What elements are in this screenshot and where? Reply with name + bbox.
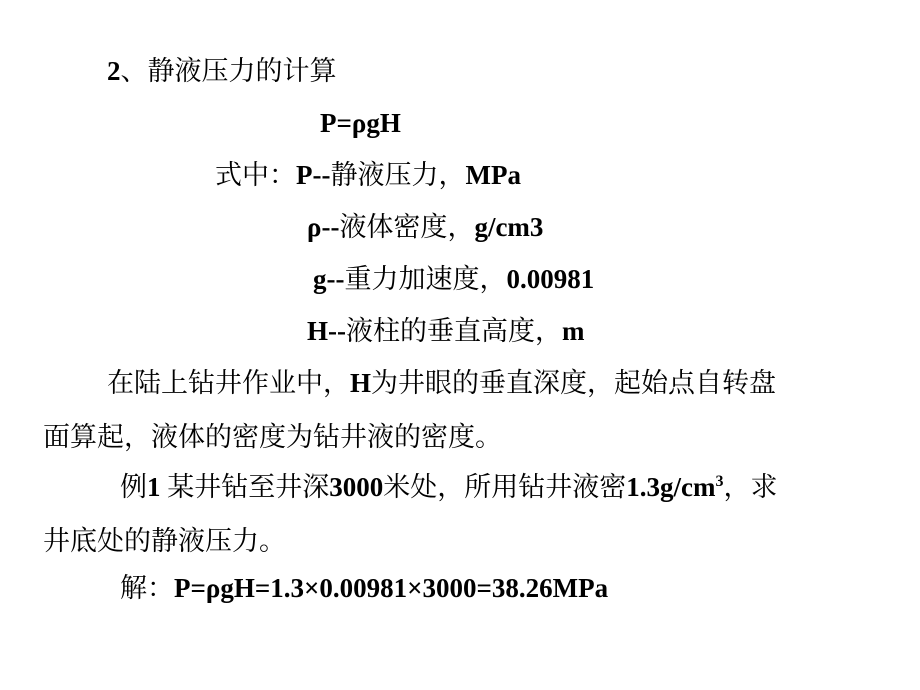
definition-symbol: ρ bbox=[307, 212, 322, 242]
example-text: 米处，所用钻井液密 bbox=[383, 472, 627, 502]
definition-symbol: P bbox=[296, 160, 313, 190]
example-number: 1 bbox=[147, 472, 161, 502]
definition-row-height bbox=[307, 314, 585, 348]
section-separator: 、 bbox=[120, 56, 148, 86]
paragraph-line-1 bbox=[107, 366, 776, 400]
definition-comma: ， bbox=[535, 316, 562, 346]
definition-comma: ， bbox=[447, 212, 475, 242]
example-line-1 bbox=[120, 470, 777, 504]
definition-unit: 0.00981 bbox=[506, 264, 595, 294]
formula: P=ρgH bbox=[320, 108, 401, 138]
definition-symbol: H bbox=[307, 316, 329, 346]
paragraph-text: 为井眼的垂直深度，起始点自转盘 bbox=[371, 368, 777, 398]
definition-symbol: g bbox=[313, 264, 327, 294]
definition-desc: 静液压力 bbox=[330, 160, 439, 190]
solution-expression: P=ρgH=1.3×0.00981×3000=38.26MPa bbox=[174, 573, 609, 603]
definition-comma: ， bbox=[479, 264, 507, 294]
definition-unit: MPa bbox=[465, 160, 521, 190]
definition-row-gravity bbox=[313, 262, 594, 296]
definition-dash: -- bbox=[312, 160, 331, 190]
example-density-exponent: 3 bbox=[715, 473, 724, 490]
paragraph-text: 在陆上钻井作业中， bbox=[107, 368, 350, 398]
example-label: 例 bbox=[120, 472, 147, 502]
definition-lead: 式中： bbox=[215, 160, 296, 190]
solution-line bbox=[120, 571, 608, 605]
definition-comma: ， bbox=[438, 160, 466, 190]
section-heading bbox=[107, 54, 337, 88]
definition-desc: 液体密度 bbox=[339, 212, 448, 242]
example-text: ，求 bbox=[723, 472, 778, 502]
definition-dash: -- bbox=[328, 316, 346, 346]
example-depth: 3000 bbox=[329, 472, 384, 502]
definition-row-pressure bbox=[215, 158, 521, 192]
definition-row-density bbox=[307, 210, 543, 244]
example-density: 1.3g/cm bbox=[626, 472, 716, 502]
section-title: 静液压力的计算 bbox=[147, 56, 337, 86]
example-text: 某井钻至井深 bbox=[160, 472, 330, 502]
section-number: 2 bbox=[107, 56, 121, 86]
paragraph-symbol-h: H bbox=[350, 368, 372, 398]
definition-desc: 液柱的垂直高度 bbox=[346, 316, 535, 346]
definition-dash: -- bbox=[326, 264, 345, 294]
example-line-2: 井底处的静液压力。 bbox=[43, 526, 286, 556]
definition-desc: 重力加速度 bbox=[344, 264, 480, 294]
definition-dash: -- bbox=[321, 212, 340, 242]
definition-unit: g/cm3 bbox=[474, 212, 544, 242]
solution-label: 解： bbox=[120, 573, 174, 603]
paragraph-line-2: 面算起，液体的密度为钻井液的密度。 bbox=[43, 422, 502, 452]
definition-unit: m bbox=[562, 316, 585, 346]
